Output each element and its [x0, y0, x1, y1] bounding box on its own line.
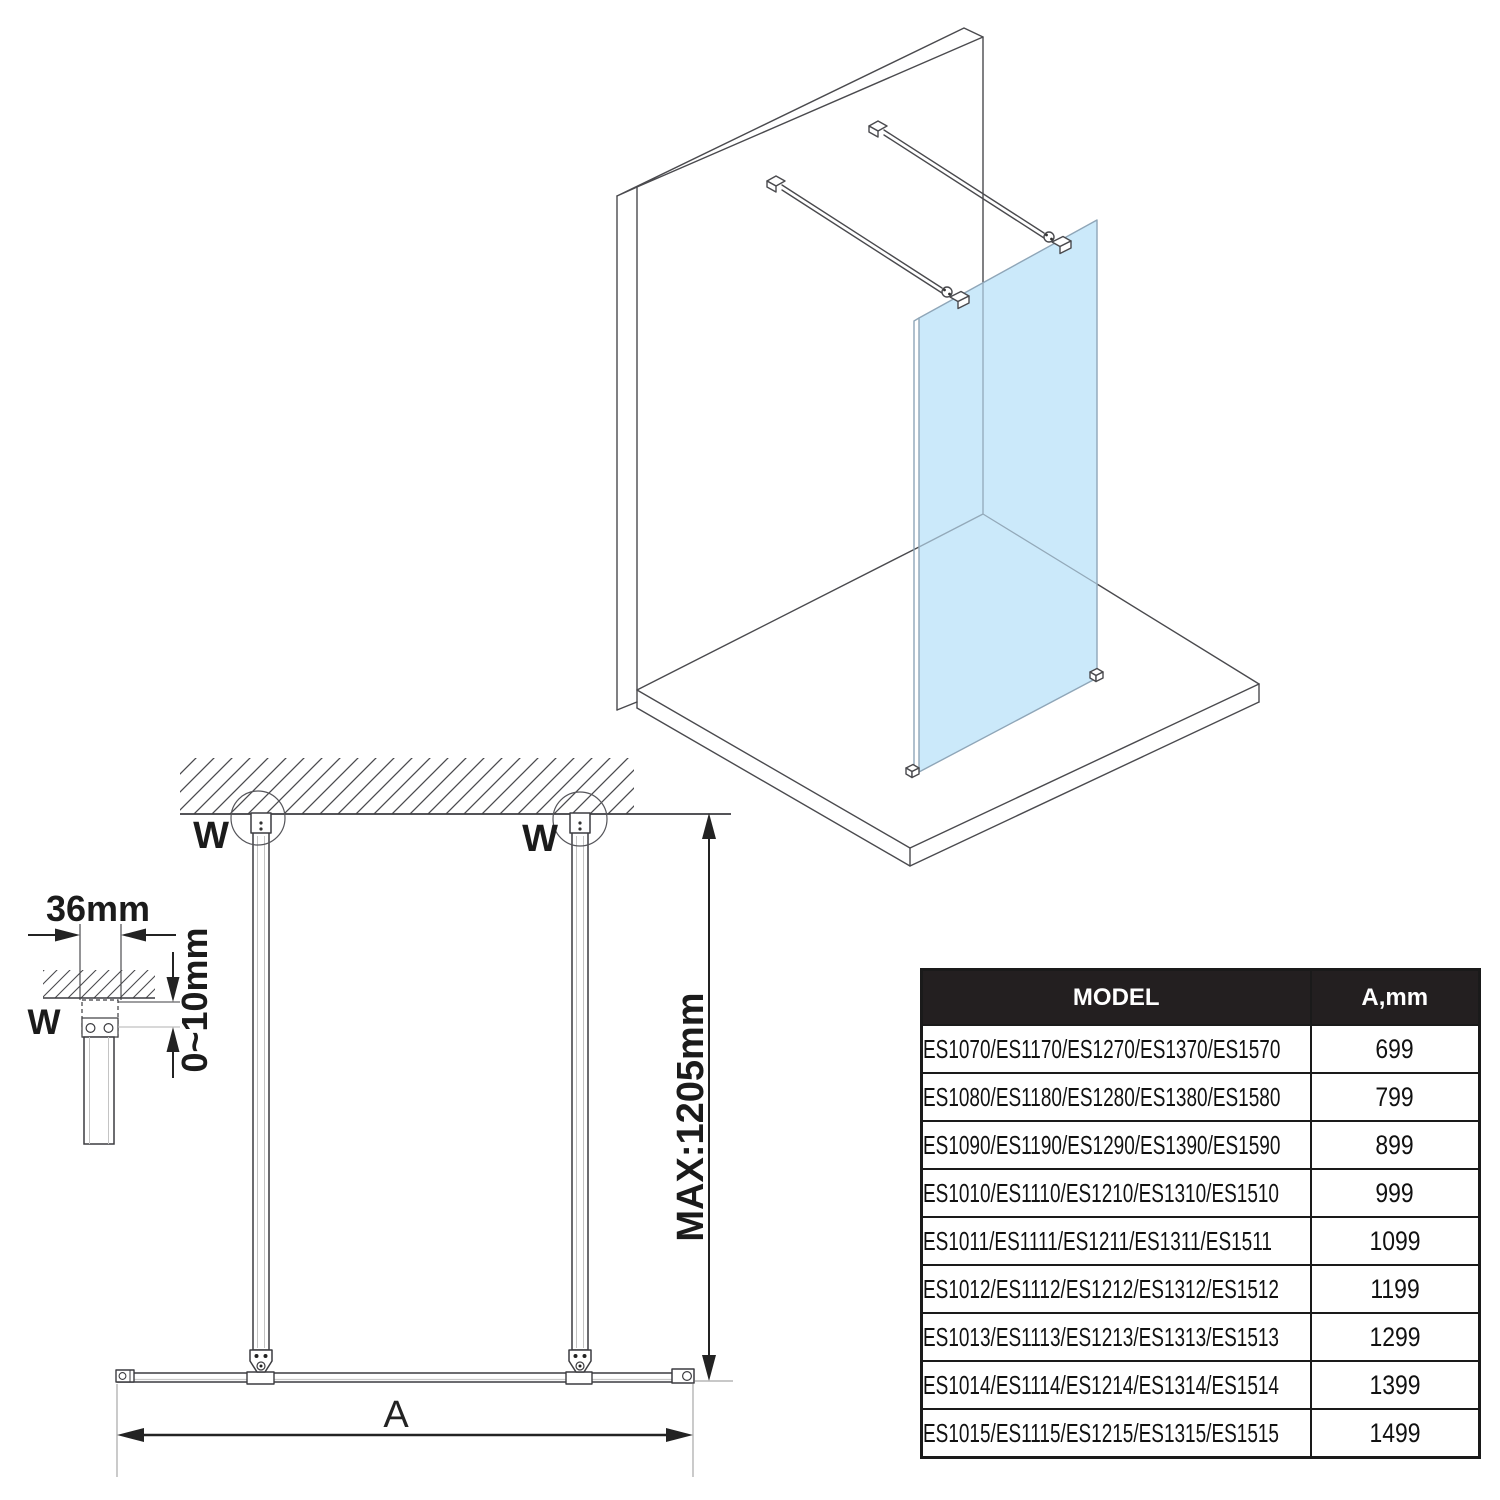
left-pole — [231, 791, 285, 1350]
table-row — [922, 1361, 1480, 1409]
labels — [27, 815, 712, 1436]
model-spec-table — [920, 968, 1481, 1459]
isometric-view — [617, 28, 1259, 866]
right-pole — [553, 792, 607, 1350]
glass-panel — [914, 220, 1097, 775]
table-row — [922, 1073, 1480, 1121]
model-cell: ES1011/ES1111/ES1211/ES1311/ES1511 — [922, 1217, 1311, 1265]
gap-0-10mm-label: 0~10mm — [174, 927, 215, 1073]
a-mm-cell: 1099 — [1311, 1217, 1480, 1265]
width-36mm-label: 36mm — [46, 888, 151, 929]
wall-bracket-detail — [82, 1000, 180, 1037]
a-mm-cell: 699 — [1311, 1025, 1480, 1073]
front-view — [116, 758, 733, 1477]
table-row — [922, 1025, 1480, 1073]
hinge-bracket-right — [566, 1350, 592, 1384]
a-mm-cell: 1299 — [1311, 1313, 1480, 1361]
model-cell: ES1010/ES1110/ES1210/ES1310/ES1510 — [922, 1169, 1311, 1217]
wall-label-detail: W — [27, 1003, 61, 1042]
a-span-label: A — [383, 1394, 409, 1436]
model-cell: ES1090/ES1190/ES1290/ES1390/ES1590 — [922, 1121, 1311, 1169]
support-bar-rear — [869, 121, 1071, 254]
wall-label-left: W — [193, 815, 229, 857]
model-cell: ES1015/ES1115/ES1215/ES1315/ES1515 — [922, 1409, 1311, 1458]
table-row — [922, 1169, 1480, 1217]
table-row — [922, 1121, 1480, 1169]
model-cell: ES1014/ES1114/ES1214/ES1314/ES1514 — [922, 1361, 1311, 1409]
a-mm-cell: 999 — [1311, 1169, 1480, 1217]
model-cell: ES1012/ES1112/ES1212/ES1312/ES1512 — [922, 1265, 1311, 1313]
max-1205mm-label: MAX:1205mm — [670, 992, 712, 1242]
model-cell: ES1070/ES1170/ES1270/ES1370/ES1570 — [922, 1025, 1311, 1073]
glass-foot-left — [906, 765, 919, 778]
table-row — [922, 1313, 1480, 1361]
a-mm-cell: 1499 — [1311, 1409, 1480, 1458]
wall-hatch-detail — [43, 970, 155, 998]
model-column-header: MODEL — [922, 970, 1311, 1026]
table-row — [922, 1217, 1480, 1265]
a-mm-cell: 1199 — [1311, 1265, 1480, 1313]
ceiling-hatch — [180, 758, 634, 814]
a-mm-column-header: A,mm — [1311, 970, 1480, 1026]
bottom-bar — [116, 1369, 694, 1383]
table-row — [922, 1409, 1480, 1458]
glass-foot-right — [1090, 669, 1103, 682]
table-header-row — [922, 970, 1480, 1026]
hinge-bracket-left — [247, 1350, 274, 1384]
model-cell: ES1080/ES1180/ES1280/ES1380/ES1580 — [922, 1073, 1311, 1121]
a-mm-cell: 1399 — [1311, 1361, 1480, 1409]
a-mm-cell: 799 — [1311, 1073, 1480, 1121]
pole-detail — [84, 1037, 114, 1144]
model-cell: ES1013/ES1113/ES1213/ES1313/ES1513 — [922, 1313, 1311, 1361]
table-row — [922, 1265, 1480, 1313]
support-bar-front — [767, 176, 969, 309]
wall-label-right: W — [522, 818, 558, 860]
a-mm-cell: 899 — [1311, 1121, 1480, 1169]
table-body — [922, 1025, 1480, 1458]
